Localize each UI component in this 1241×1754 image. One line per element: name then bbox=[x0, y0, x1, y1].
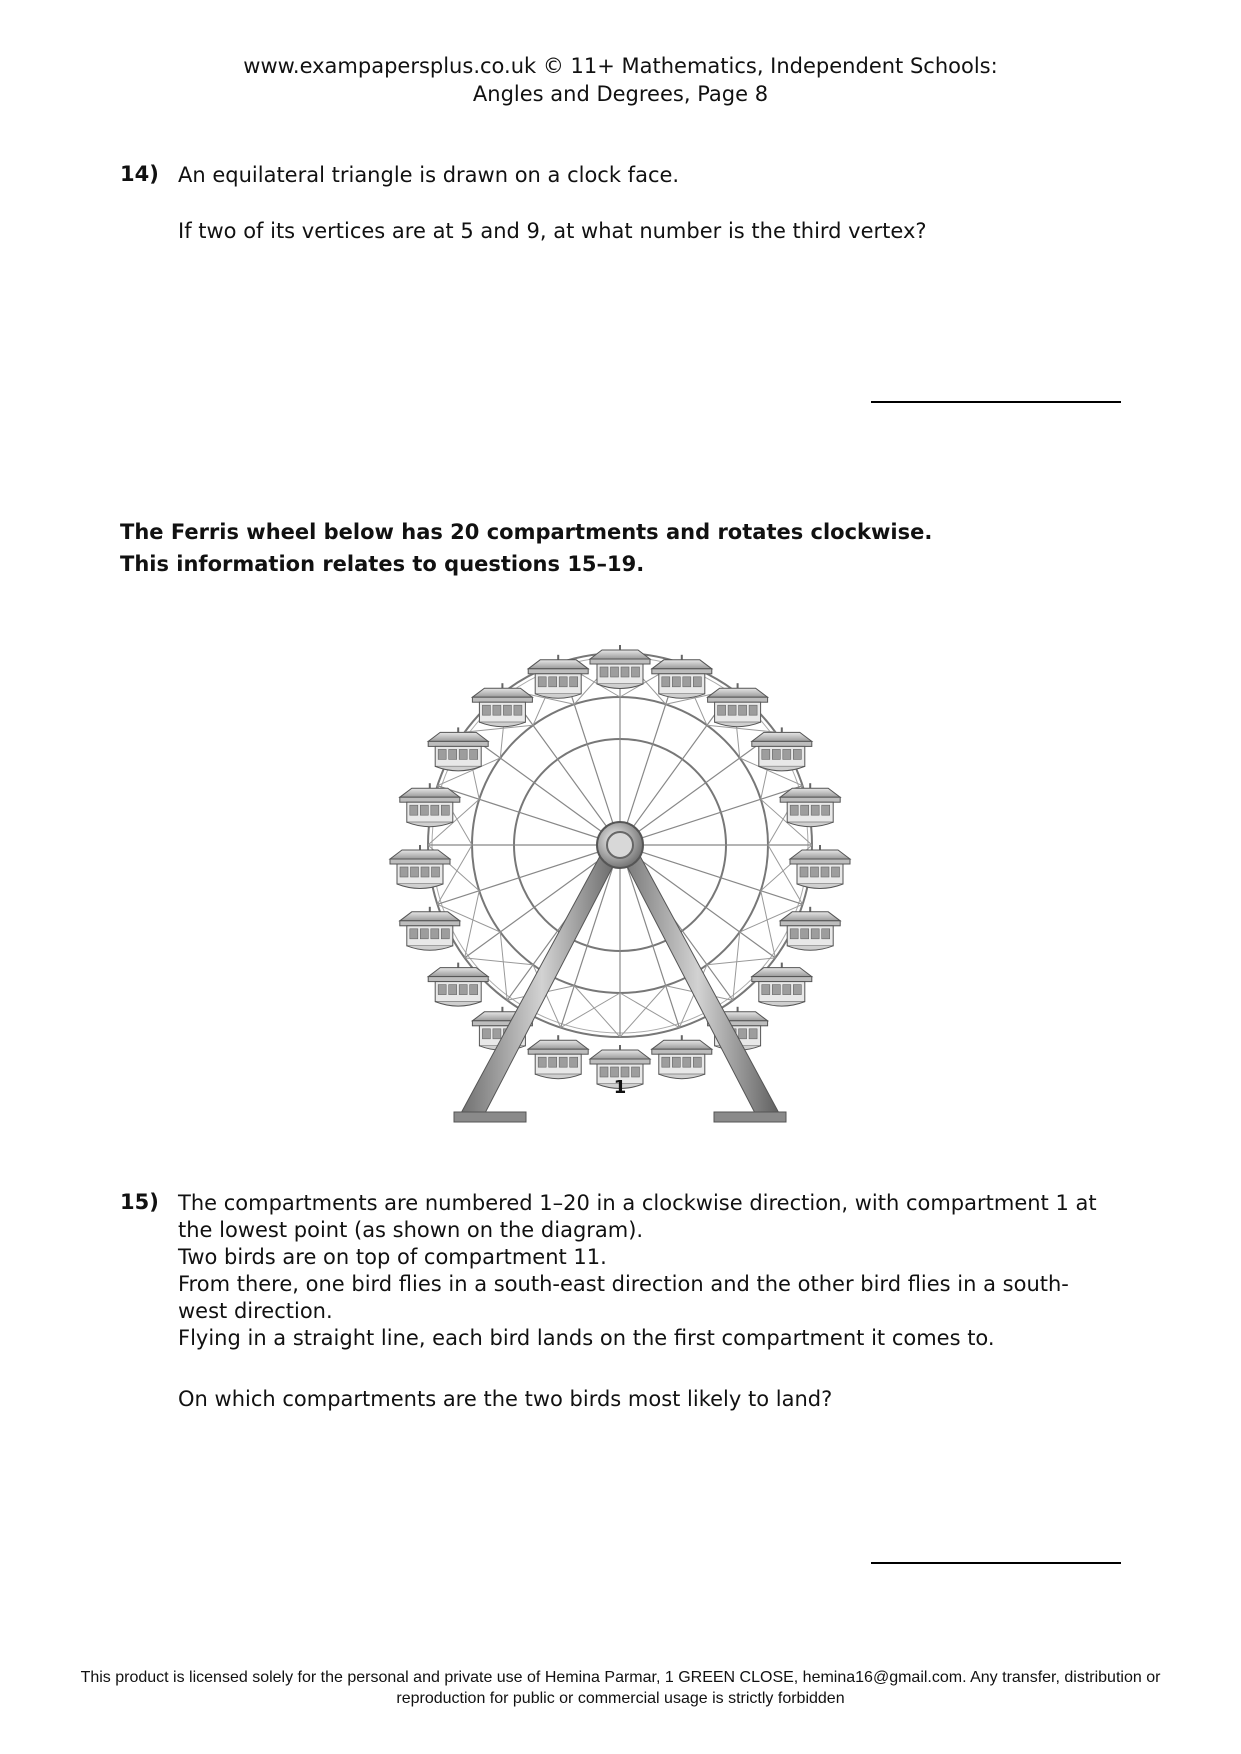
q15-line-3: Two birds are on top of compartment 11. bbox=[178, 1245, 607, 1269]
compartment-1-label: 1 bbox=[613, 1077, 627, 1098]
cabin bbox=[472, 683, 532, 727]
footer-line-1: This product is licensed solely for the personal and private use of Hemina Parmar, 1 GREEN CLOSE, hemina16@gmail.com. Any transfer, distribution or bbox=[80, 1669, 1161, 1686]
license-footer bbox=[0, 1667, 1241, 1709]
cabin bbox=[400, 907, 460, 951]
cabin bbox=[652, 1035, 712, 1079]
q15-line-2: the lowest point (as shown on the diagram). bbox=[178, 1218, 644, 1242]
page-header bbox=[0, 52, 1241, 108]
info-line-2: This information relates to questions 15–19. bbox=[120, 552, 645, 576]
cabin bbox=[590, 645, 650, 689]
q14-line-2: If two of its vertices are at 5 and 9, at what number is the third vertex? bbox=[178, 219, 927, 243]
header-line-1: www.exampapersplus.co.uk © 11+ Mathematics, Independent Schools: bbox=[243, 54, 998, 78]
cabin bbox=[780, 907, 840, 951]
cabin bbox=[528, 1035, 588, 1079]
wheel-hub bbox=[597, 822, 643, 868]
cabin bbox=[790, 845, 850, 889]
cabin bbox=[752, 727, 812, 771]
q14-answer-line[interactable] bbox=[871, 401, 1121, 403]
q15-line-1: The compartments are numbered 1–20 in a clockwise direction, with compartment 1 at bbox=[178, 1191, 1097, 1215]
q14-number: 14) bbox=[120, 162, 159, 186]
q15-text bbox=[178, 1190, 1097, 1352]
q15-line-5: west direction. bbox=[178, 1299, 333, 1323]
q14-line-1: An equilateral triangle is drawn on a clock face. bbox=[178, 163, 680, 187]
header-line-2: Angles and Degrees, Page 8 bbox=[472, 82, 769, 106]
cabin bbox=[390, 845, 450, 889]
q15-line-4: From there, one bird flies in a south-east direction and the other bird flies in a south- bbox=[178, 1272, 1069, 1296]
q15-number: 15) bbox=[120, 1190, 159, 1214]
footer-line-2: reproduction for public or commercial usage is strictly forbidden bbox=[396, 1690, 845, 1707]
q15-question: On which compartments are the two birds most likely to land? bbox=[178, 1387, 833, 1411]
cabin bbox=[708, 683, 768, 727]
info-line-1: The Ferris wheel below has 20 compartments and rotates clockwise. bbox=[120, 520, 933, 544]
q15-answer-line[interactable] bbox=[871, 1562, 1121, 1564]
ferris-wheel-info bbox=[120, 516, 932, 580]
q15-line-6: Flying in a straight line, each bird lands on the first compartment it comes to. bbox=[178, 1326, 995, 1350]
cabin bbox=[428, 727, 488, 771]
ferris-wheel-diagram bbox=[370, 625, 870, 1130]
